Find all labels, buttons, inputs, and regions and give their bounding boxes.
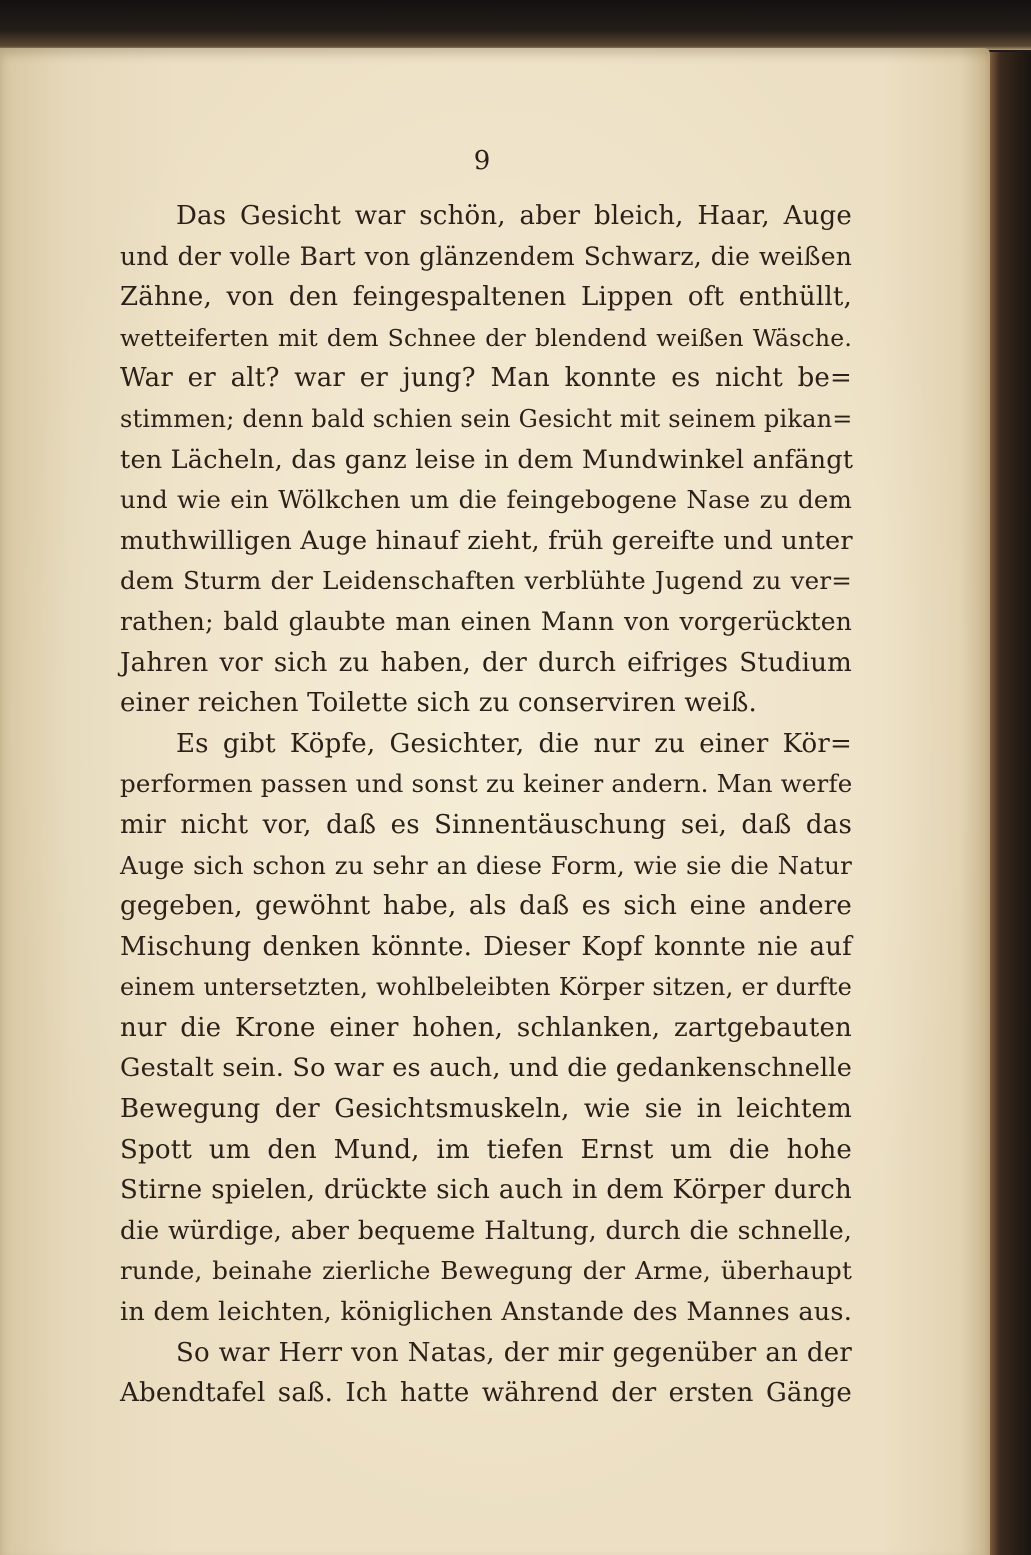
text-line: stimmen; denn bald schien sein Gesicht mit seinem pikan= — [120, 404, 853, 433]
text-line: Es gibt Köpfe, Gesichter, die nur zu einer Kör= — [176, 728, 852, 759]
top-shadow-edge — [0, 0, 1031, 50]
text-line: Abendtafel saß. Ich hatte während der ersten Gänge — [120, 1378, 852, 1409]
text-line: gegeben, gewöhnt habe, als daß es sich eine andere — [120, 891, 852, 922]
text-line: und wie ein Wölkchen um die feingebogene Nase zu dem — [120, 485, 852, 515]
text-line: dem Sturm der Leidenschaften verblühte Jugend zu ver= — [120, 566, 852, 596]
text-line: in dem leichten, königlichen Anstande des Mannes aus. — [120, 1297, 852, 1328]
text-line: So war Herr von Natas, der mir gegenüber an der — [176, 1337, 852, 1368]
text-line: Das Gesicht war schön, aber bleich, Haar, Auge — [176, 201, 852, 231]
text-line: Stirne spielen, drückte sich auch in dem Körper durch — [120, 1175, 852, 1206]
body-text — [120, 196, 852, 1414]
text-line: Mischung denken könnte. Dieser Kopf konnte nie auf — [120, 931, 852, 962]
text-line: Zähne, von den feingespaltenen Lippen oft enthüllt, — [120, 282, 852, 313]
text-line: nur die Krone einer hohen, schlanken, zartgebauten — [120, 1012, 852, 1043]
text-line: wetteiferten mit dem Schnee der blendend weißen Wäsche. — [120, 323, 852, 352]
text-line: ten Lächeln, das ganz leise in dem Mundwinkel anfängt — [120, 444, 854, 475]
text-line: Gestalt sein. So war es auch, und die gedankenschnelle — [120, 1053, 852, 1084]
text-line: Spott um den Mund, im tiefen Ernst um die hohe — [120, 1134, 852, 1165]
text-line: einem untersetzten, wohlbeleibten Körper sitzen, er durfte — [120, 973, 852, 1002]
text-line: Auge sich schon zu sehr an diese Form, wie sie die Natur — [120, 850, 852, 880]
text-line: einer reichen Toilette sich zu conserviren weiß. — [120, 688, 757, 719]
book-spine-edge — [990, 52, 1031, 1555]
text-line: und der volle Bart von glänzendem Schwarz, die weißen — [120, 241, 852, 271]
text-line: mir nicht vor, daß es Sinnentäuschung sei, daß das — [120, 809, 852, 840]
text-line: Bewegung der Gesichtsmuskeln, wie sie in leichtem — [120, 1094, 852, 1125]
text-line: muthwilligen Auge hinauf zieht, früh gereifte und unter — [120, 525, 853, 556]
text-line: Jahren vor sich zu haben, der durch eifriges Studium — [120, 647, 852, 678]
page-number: 9 — [473, 146, 491, 176]
text-line: rathen; bald glaubte man einen Mann von vorgerückten — [120, 606, 852, 636]
text-line: runde, beinahe zierliche Bewegung der Arme, überhaupt — [120, 1256, 852, 1286]
paper-page — [0, 48, 990, 1555]
text-line: die würdige, aber bequeme Haltung, durch die schnelle, — [120, 1215, 852, 1245]
text-line: performen passen und sonst zu keiner andern. Man werfe — [120, 769, 853, 799]
text-line: War er alt? war er jung? Man konnte es nicht be= — [120, 363, 852, 394]
